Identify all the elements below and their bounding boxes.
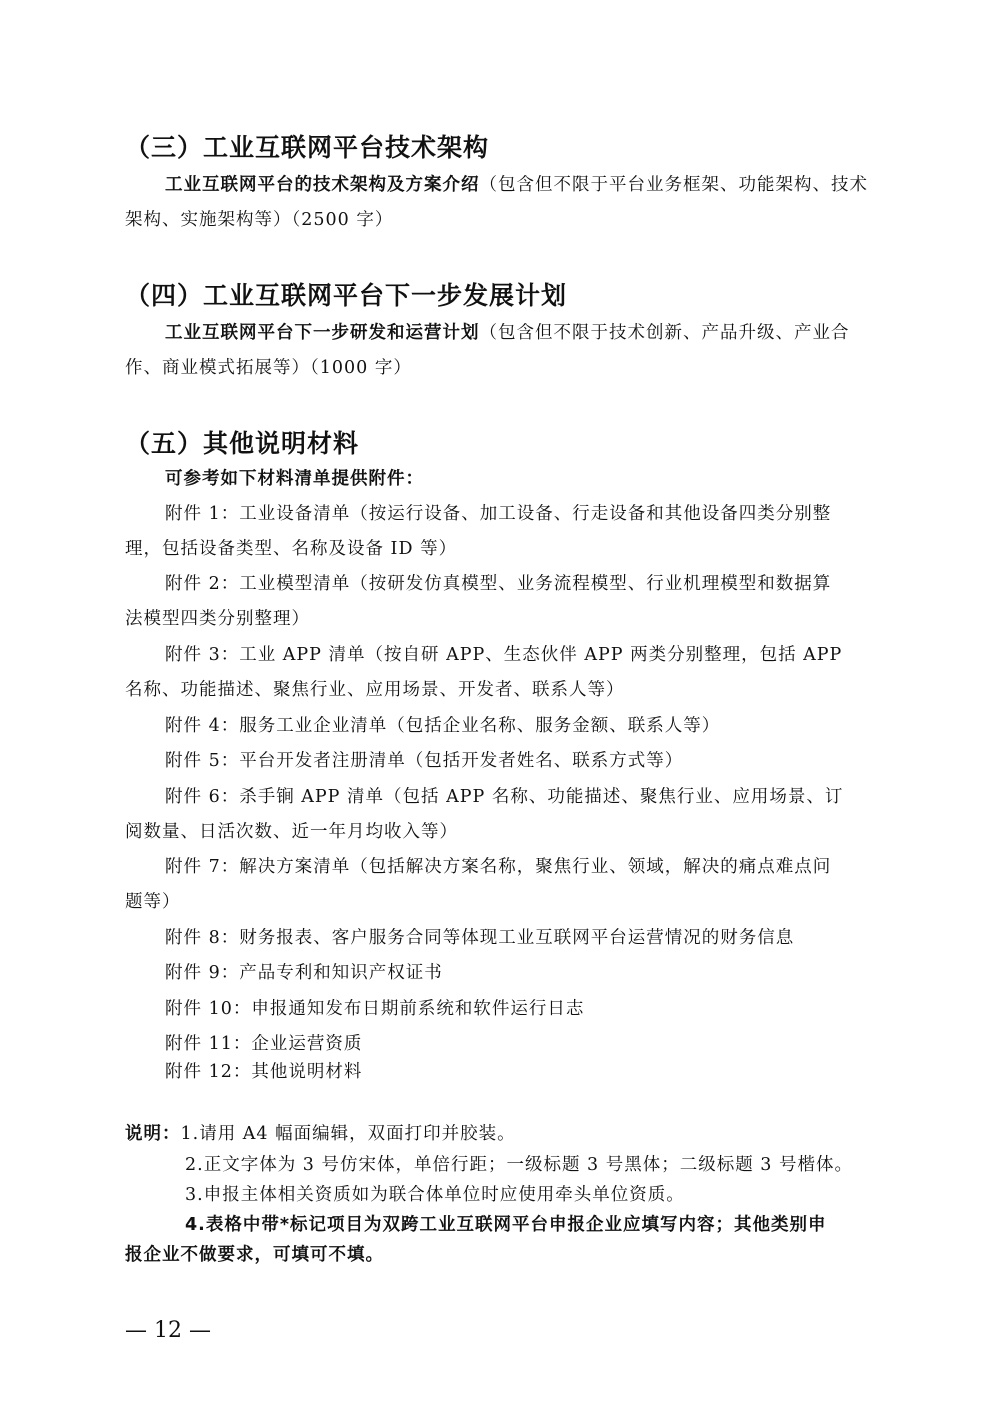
attachment-12: 附件 12：其他说明材料 bbox=[165, 1062, 363, 1082]
notes-label: 说明： bbox=[125, 1124, 181, 1144]
attachment-7-line-1: 附件 7：解决方案清单（包括解决方案名称，聚焦行业、领域，解决的痛点难点问 bbox=[165, 857, 832, 877]
attachment-4: 附件 4：服务工业企业清单（包括企业名称、服务金额、联系人等） bbox=[165, 716, 721, 736]
section-5-lead: 可参考如下材料清单提供附件： bbox=[165, 469, 424, 489]
notes-line-1 bbox=[125, 1120, 516, 1145]
note-4-line-2: 报企业不做要求，可填可不填。 bbox=[125, 1245, 384, 1265]
note-1: 1.请用 A4 幅面编辑，双面打印并胶装。 bbox=[180, 1124, 516, 1144]
attachment-2-line-1: 附件 2：工业模型清单（按研发仿真模型、业务流程模型、行业机理模型和数据算 bbox=[165, 574, 832, 594]
page-number: — 12 — bbox=[125, 1318, 211, 1343]
section-heading-5: （五）其他说明材料 bbox=[125, 429, 360, 458]
attachment-7-line-2: 题等） bbox=[125, 892, 181, 912]
section-3-lead: 工业互联网平台的技术架构及方案介绍 bbox=[165, 175, 480, 195]
note-3: 3.申报主体相关资质如为联合体单位时应使用牵头单位资质。 bbox=[185, 1185, 685, 1205]
attachment-10: 附件 10：申报通知发布日期前系统和软件运行日志 bbox=[165, 999, 585, 1019]
attachment-8: 附件 8：财务报表、客户服务合同等体现工业互联网平台运营情况的财务信息 bbox=[165, 928, 795, 948]
attachment-6-line-2: 阅数量、日活次数、近一年月均收入等） bbox=[125, 822, 458, 842]
attachment-11: 附件 11：企业运营资质 bbox=[165, 1034, 363, 1054]
section-4-lead: 工业互联网平台下一步研发和运营计划 bbox=[165, 323, 480, 343]
attachment-5: 附件 5：平台开发者注册清单（包括开发者姓名、联系方式等） bbox=[165, 751, 684, 771]
attachment-1-line-1: 附件 1：工业设备清单（按运行设备、加工设备、行走设备和其他设备四类分别整 bbox=[165, 504, 832, 524]
section-3-text: （包含但不限于平台业务框架、功能架构、技术架构、实施架构等）（2500 字） bbox=[125, 175, 868, 230]
section-heading-3: （三）工业互联网平台技术架构 bbox=[125, 133, 490, 162]
attachment-9: 附件 9：产品专利和知识产权证书 bbox=[165, 963, 443, 983]
note-2: 2.正文字体为 3 号仿宋体，单倍行距；一级标题 3 号黑体；二级标题 3 号楷体。 bbox=[185, 1155, 853, 1175]
attachment-6-line-1: 附件 6：杀手锏 APP 清单（包括 APP 名称、功能描述、聚焦行业、应用场景、订 bbox=[165, 787, 844, 807]
section-3-paragraph bbox=[125, 168, 877, 238]
attachment-2-line-2: 法模型四类分别整理） bbox=[125, 609, 310, 629]
attachment-1-line-2: 理，包括设备类型、名称及设备 ID 等） bbox=[125, 539, 458, 559]
section-4-paragraph bbox=[125, 316, 877, 386]
section-heading-4: （四）工业互联网平台下一步发展计划 bbox=[125, 281, 568, 310]
attachment-3-line-2: 名称、功能描述、聚焦行业、应用场景、开发者、联系人等） bbox=[125, 680, 625, 700]
section-4-text: （包含但不限于技术创新、产品升级、产业合作、商业模式拓展等）（1000 字） bbox=[125, 323, 850, 378]
note-4-line-1: 4.表格中带*标记项目为双跨工业互联网平台申报企业应填写内容；其他类别申 bbox=[185, 1215, 827, 1235]
attachment-3-line-1: 附件 3：工业 APP 清单（按自研 APP、生态伙伴 APP 两类分别整理，包括 APP bbox=[165, 645, 843, 665]
